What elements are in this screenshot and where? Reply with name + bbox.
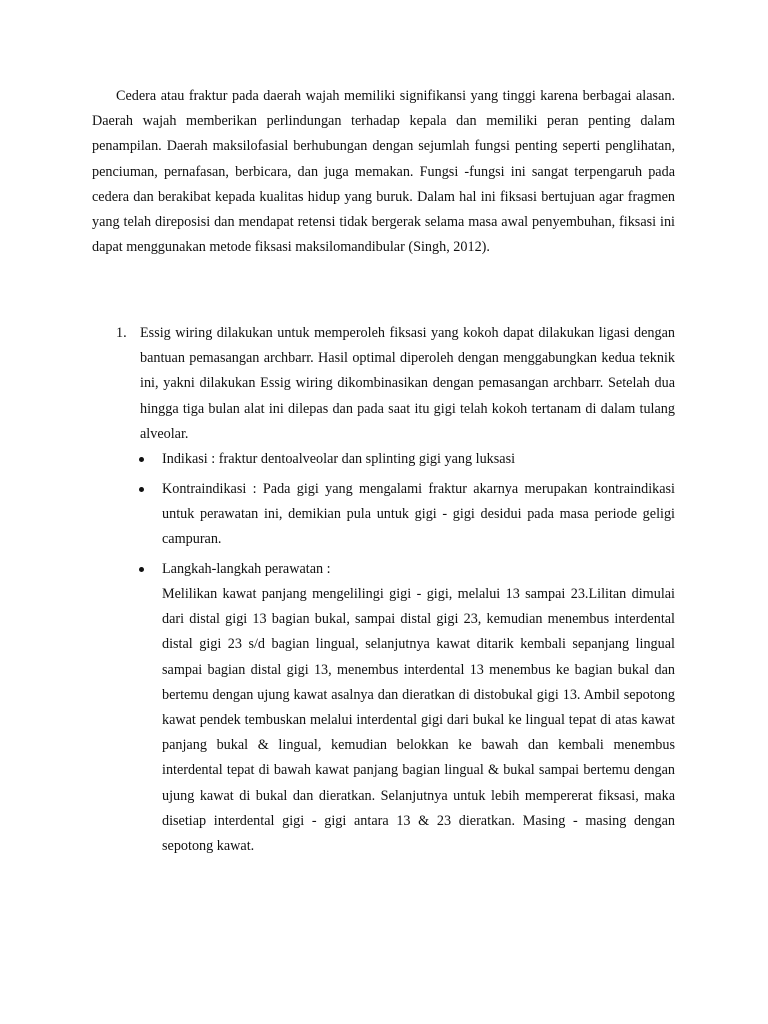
intro-paragraph: Cedera atau fraktur pada daerah wajah memiliki signifikansi yang tinggi karena berbagai alasan. Daerah wajah memberikan perlindungan terhadap kepala dan memiliki peran penting dalam penampilan. Daerah maksilofasial berhubungan dengan sejumlah fungsi penting seperti penglihatan, penciuman, pernafasan, berbicara, dan juga memakan. Fungsi -fungsi ini sangat terpengaruh pada cedera dan berakibat kepada kualitas hidup yang buruk. Dalam hal ini fiksasi bertujuan agar fragmen yang telah direposisi dan mendapat retensi tidak bergerak selama masa awal penyembuhan, fiksasi ini dapat menggunakan metode fiksasi maksilomandibular (Singh, 2012). — [92, 88, 675, 256]
bullet-item-indikasi — [92, 447, 675, 472]
bullet-text: Langkah-langkah perawatan : — [162, 560, 331, 577]
bullet-dot-icon — [139, 457, 144, 462]
bullet-text: Kontraindikasi : Pada gigi yang mengalami fraktur akarnya merupakan kontraindikasi untuk perawatan ini, demikian pula untuk gigi - gigi desidui pada masa periode geligi campuran. — [162, 480, 675, 548]
bullet-item-kontraindikasi — [92, 477, 675, 553]
bullet-text: Indikasi : fraktur dentoalveolar dan splinting gigi yang luksasi — [162, 451, 516, 468]
list-item-number: 1. — [116, 325, 127, 341]
bullet-dot-icon — [139, 567, 144, 572]
list-item-text: Essig wiring dilakukan untuk memperoleh fiksasi yang kokoh dapat dilakukan ligasi dengan bantuan pemasangan archbarr. Hasil optimal diperoleh dengan menggabungkan kedua teknik ini, yakni dilakukan Essig wiring dikombinasikan dengan pemasangan archbarr. Setelah dua hingga tiga bulan alat ini dilepas dan pada saat itu gigi telah kokoh tertanam di dalam tulang alveolar. — [140, 325, 675, 442]
numbered-list — [92, 321, 675, 859]
list-item-1 — [92, 321, 675, 447]
bullet-list — [92, 447, 675, 859]
bullet-subtext: Melilikan kawat panjang mengelilingi gigi - gigi, melalui 13 sampai 23.Lilitan dimulai dari distal gigi 13 bagian bukal, sampai distal gigi 23, kemudian menembus interdental distal gigi 23 s/d bagian lingual, selanjutnya kawat ditarik kembali sepanjang lingual sampai bagian distal gigi 13, menembus interdental 13 menembus ke bagian bukal dan bertemu dengan ujung kawat asalnya dan dieratkan di distobukal gigi 13. Ambil sepotong kawat pendek tembuskan melalui interdental gigi dari bukal ke lingual tepat di atas kawat panjang bukal & lingual, kemudian belokkan ke bawah dan kembali menembus interdental tepat di bawah kawat panjang bagian lingual & bukal sampai bertemu dengan ujung kawat di bukal dan dieratkan. Selanjutnya untuk lebih mempererat fiksasi, maka disetiap interdental gigi - gigi antara 13 & 23 dieratkan. Masing - masing dengan sepotong kawat. — [162, 586, 675, 855]
bullet-dot-icon — [139, 487, 144, 492]
bullet-item-langkah — [92, 557, 675, 859]
